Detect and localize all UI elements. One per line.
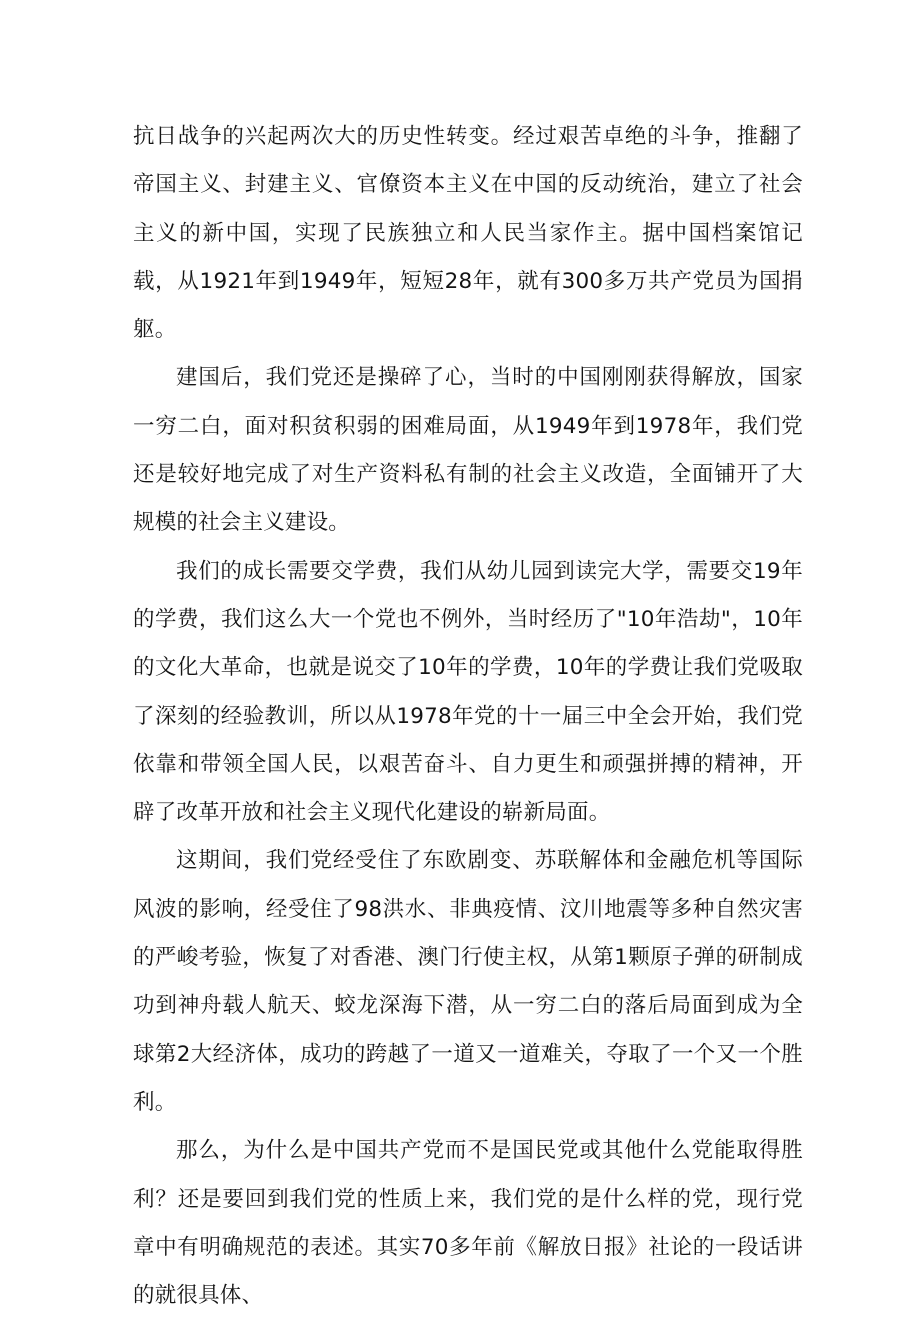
paragraph-4: 这期间，我们党经受住了东欧剧变、苏联解体和金融危机等国际风波的影响，经受住了98洪水、非典疫情、汶川地震等多种自然灾害的严峻考验，恢复了对香港、澳门行使主权，从第1颗原子弹的研制成功到神舟载人航天、蛟龙深海下潜，从一穷二白的落后局面到成为全球第2大经济体，成功的跨越了一道又一道难关，夺取了一个又一个胜利。 <box>133 848 803 1115</box>
paragraph-5: 那么，为什么是中国共产党而不是国民党或其他什么党能取得胜利？还是要回到我们党的性质上来，我们党的是什么样的党，现行党章中有明确规范的表述。其实70多年前《解放日报》社论的一段话讲的就很具体、 <box>133 1138 803 1309</box>
paragraph-3: 我们的成长需要交学费，我们从幼儿园到读完大学，需要交19年的学费，我们这么大一个党也不例外，当时经历了"10年浩劫"，10年的文化大革命，也就是说交了10年的学费，10年的学费让我们党吸取了深刻的经验教训，所以从1978年党的十一届三中全会开始，我们党依靠和带领全国人民，以艰苦奋斗、自力更生和顽强拼搏的精神，开辟了改革开放和社会主义现代化建设的崭新局面。 <box>133 558 803 826</box>
paragraph-1: 抗日战争的兴起两次大的历史性转变。经过艰苦卓绝的斗争，推翻了帝国主义、封建主义、官僚资本主义在中国的反动统治，建立了社会主义的新中国，实现了民族独立和人民当家作主。据中国档案馆记载，从1921年到1949年，短短28年，就有300多万共产党员为国捐躯。 <box>133 124 803 343</box>
paragraph-2: 建国后，我们党还是操碎了心，当时的中国刚刚获得解放，国家一穷二白，面对积贫积弱的困难局面，从1949年到1978年，我们党还是较好地完成了对生产资料私有制的社会主义改造，全面铺开了大规模的社会主义建设。 <box>133 365 803 536</box>
